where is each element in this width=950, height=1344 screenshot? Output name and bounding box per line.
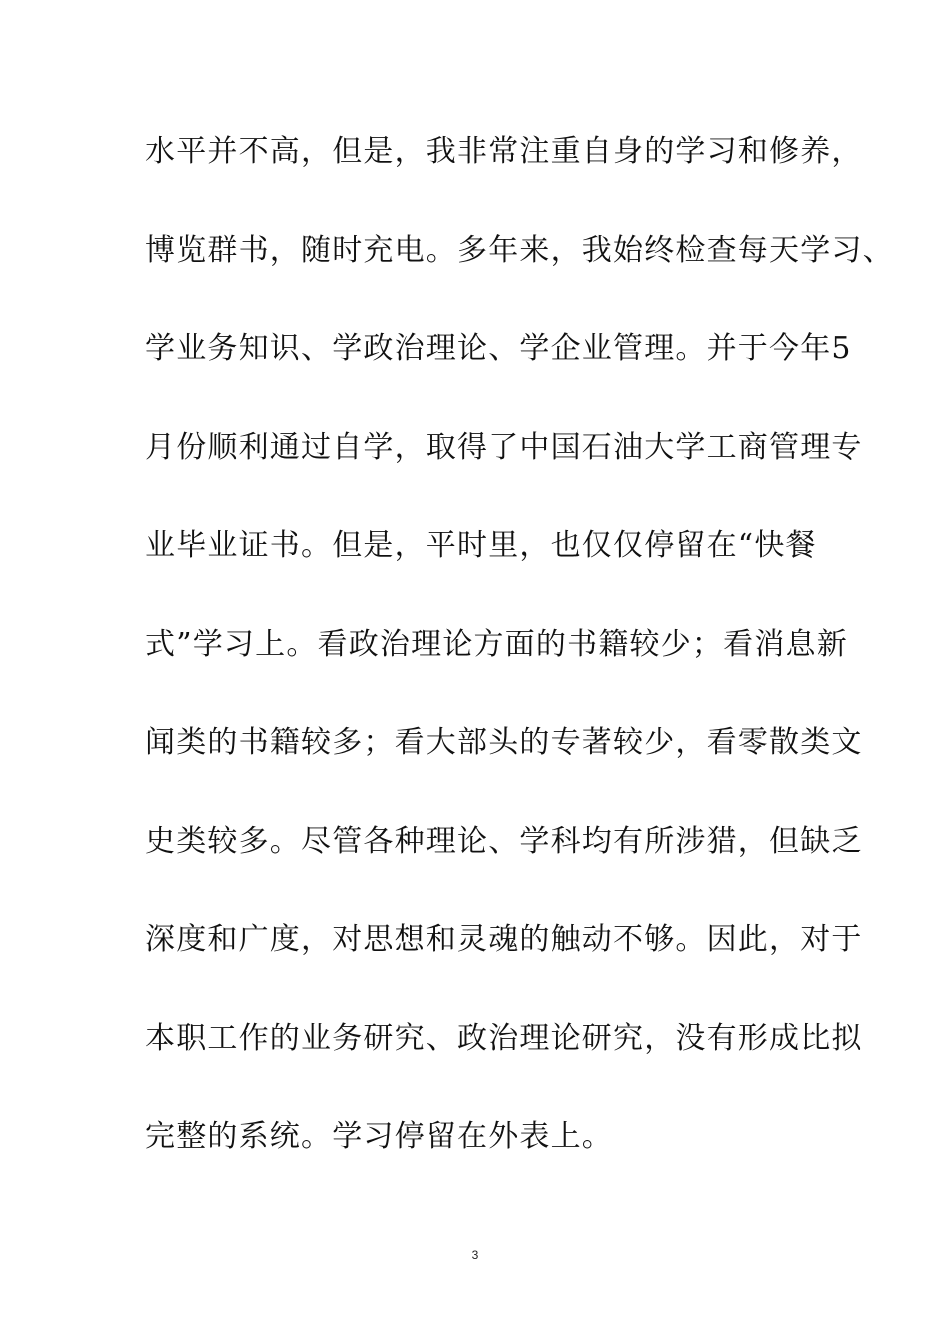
text-line: 史类较多。尽管各种理论、学科均有所涉猎，但缺乏 <box>145 823 863 859</box>
text-line: 业毕业证书。但是，平时里，也仅仅停留在“快餐 <box>145 528 817 563</box>
body-paragraph <box>145 128 894 1212</box>
text-line: 式”学习上。看政治理论方面的书籍较少；看消息新 <box>145 626 848 662</box>
text-line: 闻类的书籍较多；看大部头的专著较少，看零散类文 <box>145 725 863 760</box>
text-line: 水平并不高，但是，我非常注重自身的学习和修养， <box>145 134 863 169</box>
page-number: 3 <box>471 1248 479 1262</box>
text-line: 本职工作的业务研究、政治理论研究，没有形成比拟 <box>145 1020 863 1056</box>
text-line: 博览群书，随时充电。多年来，我始终检查每天学习、 <box>145 232 894 268</box>
text-line: 学业务知识、学政治理论、学企业管理。并于今年5 <box>145 331 852 366</box>
text-line: 月份顺利通过自学，取得了中国石油大学工商管理专 <box>145 429 863 465</box>
text-line: 深度和广度，对思想和灵魂的触动不够。因此，对于 <box>145 922 863 957</box>
text-line: 完整的系统。学习停留在外表上。 <box>145 1119 613 1154</box>
